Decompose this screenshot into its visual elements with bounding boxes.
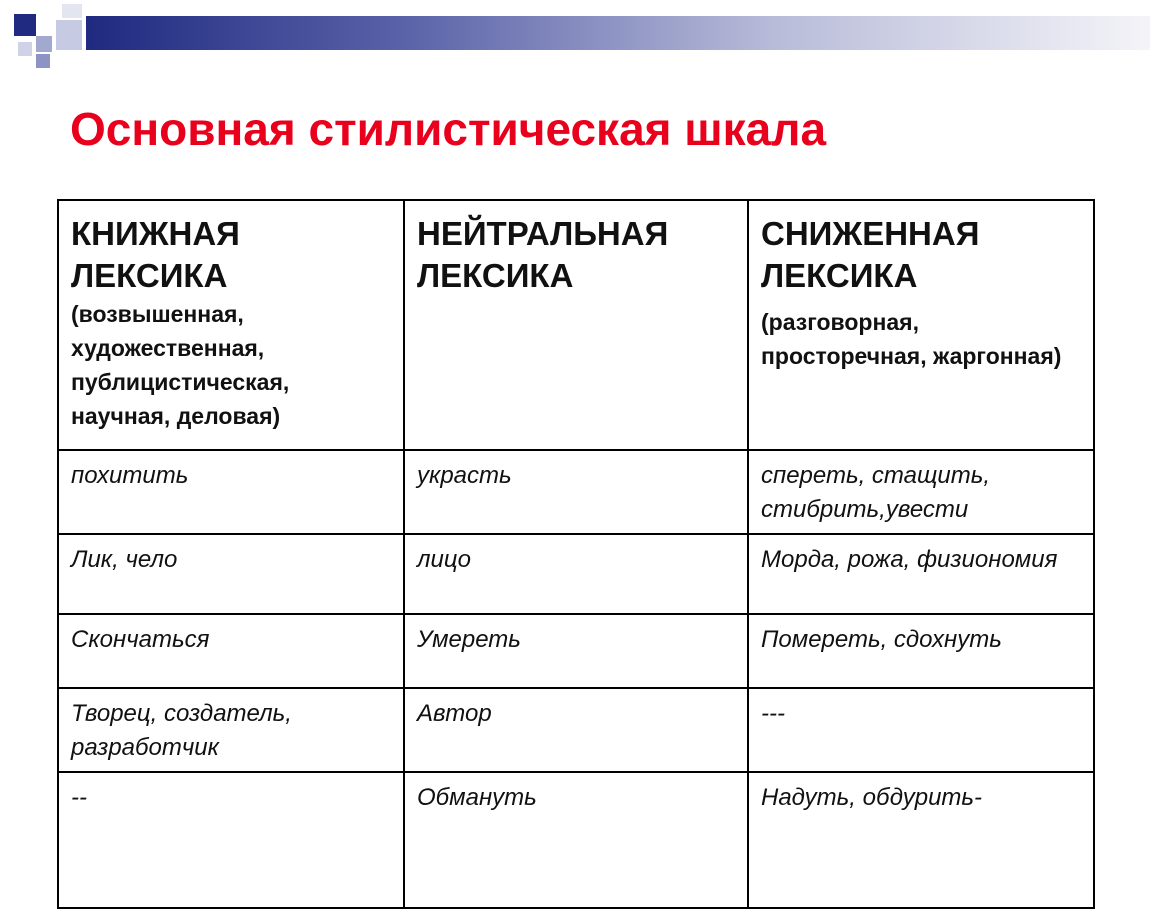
decor-square — [36, 36, 52, 52]
column-header: СНИЖЕННАЯ ЛЕКСИКА — [761, 215, 980, 294]
table-row — [58, 534, 1094, 614]
table-cell: Надуть, обдурить- — [748, 772, 1094, 908]
table-cell: Творец, создатель, разработчик — [58, 688, 404, 772]
table-cell: --- — [748, 688, 1094, 772]
header-gradient-bar — [86, 16, 1150, 50]
header-cell-bookish — [58, 200, 404, 450]
stylistic-scale-table — [57, 199, 1095, 909]
header-cell-reduced — [748, 200, 1094, 450]
table-header-row — [58, 200, 1094, 450]
column-subheader: (разговорная, просторечная, жаргонная) — [761, 309, 1062, 369]
table-row — [58, 772, 1094, 908]
table-cell: спереть, стащить, стибрить,увести — [748, 450, 1094, 534]
decor-square — [18, 42, 32, 56]
table-cell: похитить — [58, 450, 404, 534]
column-header: НЕЙТРАЛЬНАЯ ЛЕКСИКА — [417, 215, 669, 294]
decor-square — [56, 20, 82, 50]
column-header: КНИЖНАЯ ЛЕКСИКА — [71, 215, 240, 294]
table-cell: Лик, чело — [58, 534, 404, 614]
decor-square — [14, 14, 36, 36]
page-title: Основная стилистическая шкала — [70, 103, 827, 155]
decor-square — [62, 4, 82, 18]
table-row — [58, 450, 1094, 534]
stylistic-scale-table-wrapper — [57, 199, 1093, 864]
table-cell: Скончаться — [58, 614, 404, 688]
table-cell: Обмануть — [404, 772, 748, 908]
table-cell: Морда, рожа, физиономия — [748, 534, 1094, 614]
column-subheader: (возвышенная, художественная, публицистическая, научная, деловая) — [71, 301, 290, 429]
table-cell: Помереть, сдохнуть — [748, 614, 1094, 688]
decor-square — [36, 54, 50, 68]
header-cell-neutral — [404, 200, 748, 450]
table-cell: Умереть — [404, 614, 748, 688]
table-cell: лицо — [404, 534, 748, 614]
table-cell: -- — [58, 772, 404, 908]
table-row — [58, 614, 1094, 688]
table-cell: украсть — [404, 450, 748, 534]
table-cell: Автор — [404, 688, 748, 772]
table-row — [58, 688, 1094, 772]
